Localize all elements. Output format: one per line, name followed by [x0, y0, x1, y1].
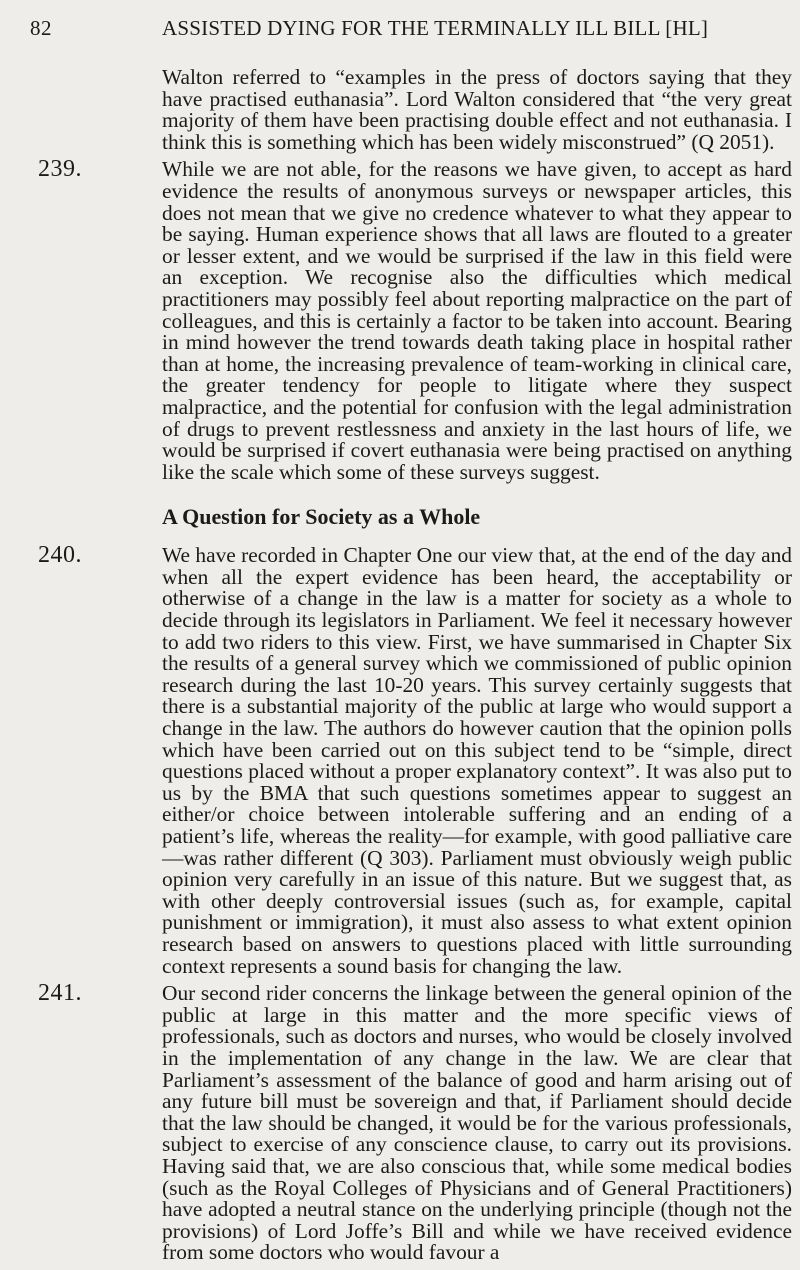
paragraph-text: Our second rider concerns the linkage between the general opinion of the public at large in this matter and the more specific views of professionals, such as doctors and nurses, who would be closely involved in the implementation of any change in the law. We are clear that Parliament’s assessment of the balance of good and harm arising out of any future bill must be sovereign and that, if Parliament should decide that the law should be changed, it would be for the various professionals, subject to exercise of any conscience clause, to carry out its provisions. Having said that, we are also conscious that, while some medical bodies (such as the Royal Colleges of Physicians and of General Practitioners) have adopted a neutral stance on the underlying principle (though not the provisions) of Lord Joffe’s Bill and while we have received evidence from some doctors who would favour a [162, 981, 792, 1265]
section-heading: A Question for Society as a Whole [162, 504, 481, 530]
paragraph-continued [162, 67, 792, 153]
paragraph-text: Walton referred to “examples in the press of doctors saying that they have practised euthanasia”. Lord Walton considered that “the very great majority of them have been practising double effect and not euthanasia. I think this is something which has been widely misconstrued” (Q 2051). [162, 65, 792, 154]
paragraph-241 [38, 980, 792, 1265]
paragraph-number: 240. [38, 542, 82, 569]
paragraph-239 [38, 156, 792, 484]
paragraph-number: 239. [38, 156, 82, 183]
paragraph-240 [38, 542, 792, 978]
paragraph-number: 241. [38, 980, 82, 1007]
page-header [0, 16, 800, 46]
page-number: 82 [30, 16, 52, 40]
running-head: ASSISTED DYING FOR THE TERMINALLY ILL BILL [HL] [162, 16, 709, 40]
paragraph-text: While we are not able, for the reasons we have given, to accept as hard evidence the results of anonymous surveys or newspaper articles, this does not mean that we give no credence whatever to what they appear to be saying. Human experience shows that all laws are flouted to a greater or lesser extent, and we would be surprised if the law in this field were an exception. We recognise also the difficulties which medical practitioners may possibly feel about reporting malpractice on the part of colleagues, and this is certainly a factor to be taken into account. Bearing in mind however the trend towards death taking place in hospital rather than at home, the increasing prevalence of team-working in clinical care, the greater tendency for people to litigate where they suspect malpractice, and the potential for confusion with the legal administration of drugs to prevent restlessness and anxiety in the last hours of life, we would be surprised if covert euthanasia were being practised on anything like the scale which some of these surveys suggest. [162, 157, 792, 484]
body-text [38, 65, 792, 1270]
paragraph-text: We have recorded in Chapter One our view that, at the end of the day and when all the expert evidence has been heard, the acceptability or otherwise of a change in the law is a matter for society as a whole to decide through its legislators in Parliament. We feel it necessary however to add two riders to this view. First, we have summarised in Chapter Six the results of a general survey which we commissioned of public opinion research during the last 10-20 years. This survey certainly suggests that there is a substantial majority of the public at large who would support a change in the law. The authors do however caution that the opinion polls which have been carried out on this subject tend to be “simple, direct questions placed without a proper explanatory context”. It was also put to us by the BMA that such questions sometimes appear to suggest an either/or choice between intolerable suffering and an ending of a patient’s life, whereas the reality—for example, with good palliative care—was rather different (Q 303). Parliament must obviously weigh public opinion very carefully in an issue of this nature. But we suggest that, as with other deeply controversial issues (such as, for example, capital punishment or immigration), it must also assess to what extent opinion research based on answers to questions placed with little surrounding context represents a sound basis for changing the law. [162, 543, 792, 978]
